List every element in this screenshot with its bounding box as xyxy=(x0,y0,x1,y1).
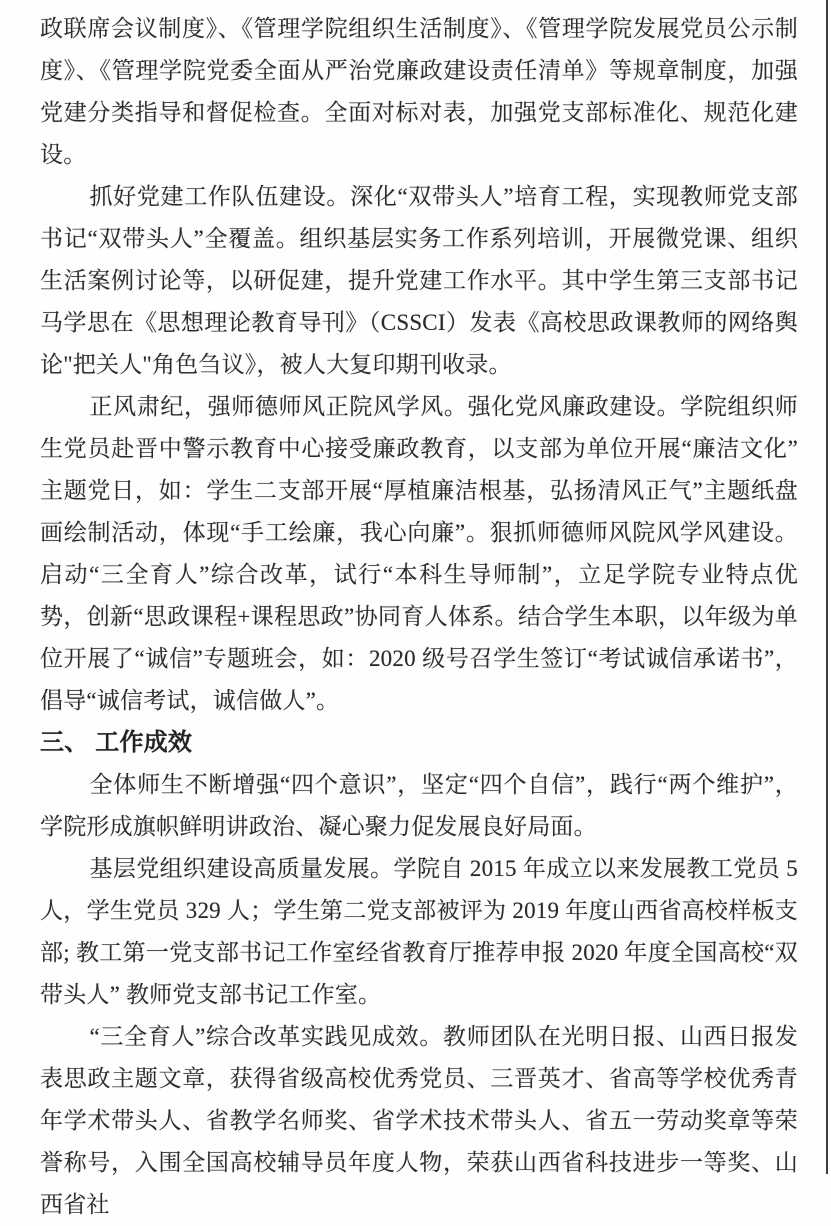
body-paragraph-cutoff: “三全育人”综合改革实践见成效。教师团队在光明日报、山西日报发表思政主题文章，获得省级高校优秀党员、三晋英才、省高等学校优秀青年学术带头人、省教学名师奖、省学术技术带头人、省五一劳动奖章等荣誉称号，入围全国高校辅导员年度人物，荣获山西省科技进步一等奖、山西省社 xyxy=(40,1024,798,1217)
body-paragraph: 基层党组织建设高质量发展。学院自 2015 年成立以来发展教工党员 5 人，学生党员 329 人；学生第二党支部被评为 2019 年度山西省高校样板支部; 教工第一党支部书记工作室经省教育厅推荐申报 2020 年度全国高校“双带头人” 教师党支部书记工作室。 xyxy=(40,856,798,1007)
body-paragraph: 全体师生不断增强“四个意识”，坚定“四个自信”，践行“两个维护”，学院形成旗帜鲜明讲政治、凝心聚力促发展良好局面。 xyxy=(40,772,798,839)
body-paragraph-continuation: 政联席会议制度》、《管理学院组织生活制度》、《管理学院发展党员公示制度》、《管理学院党委全面从严治党廉政建设责任清单》等规章制度，加强党建分类指导和督促检查。全面对标对表，加强党支部标准化、规范化建设。 xyxy=(40,16,798,167)
document-body xyxy=(40,8,798,1226)
body-paragraph: 抓好党建工作队伍建设。深化“双带头人”培育工程，实现教师党支部书记“双带头人”全覆盖。组织基层实务工作系列培训，开展微党课、组织生活案例讨论等，以研促建，提升党建工作水平。其中学生第三支部书记马学思在《思想理论教育导刊》（CSSCI）发表《高校思政课教师的网络舆论"把关人"角色刍议》，被人大复印期刊收录。 xyxy=(40,184,798,377)
section-heading: 三、 工作成效 xyxy=(40,729,193,756)
scan-edge-artifact-line xyxy=(826,0,828,1174)
body-paragraph: 正风肃纪，强师德师风正院风学风。强化党风廉政建设。学院组织师生党员赴晋中警示教育中心接受廉政教育，以支部为单位开展“廉洁文化”主题党日，如：学生二支部开展“厚植廉洁根基，弘扬清风正气”主题纸盘画绘制活动，体现“手工绘廉，我心向廉”。狠抓师德师风院风学风建设。启动“三全育人”综合改革，试行“本科生导师制”，立足学院专业特点优势，创新“思政课程+课程思政”协同育人体系。结合学生本职，以年级为单位开展了“诚信”专题班会，如：2020 级号召学生签订“考试诚信承诺书”，倡导“诚信考试，诚信做人”。 xyxy=(40,394,798,713)
